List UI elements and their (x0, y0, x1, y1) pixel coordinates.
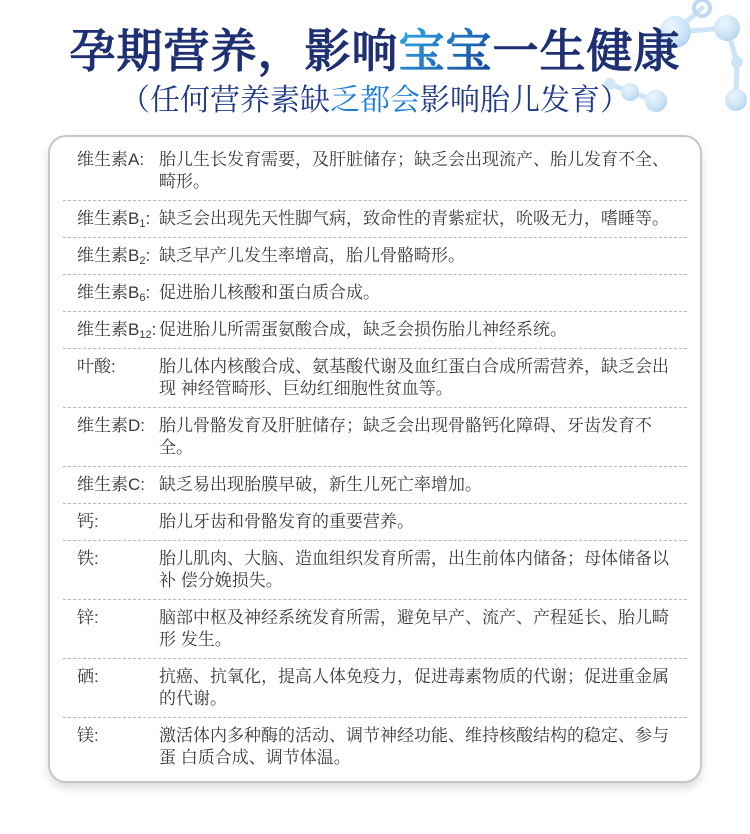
page-title (0, 0, 750, 77)
nutrient-label (63, 666, 159, 688)
nutrient-description: 缺乏早产儿发生率增高，胎儿骨骼畸形。 (159, 245, 465, 265)
nutrient-name: 维生素B (77, 245, 140, 265)
nutrient-name: 维生素B (77, 319, 140, 339)
header (0, 0, 750, 119)
nutrient-description: 脑部中枢及神经系统发育所需，避免早产、流产、产程延长、胎儿畸形 发生。 (159, 607, 669, 649)
nutrient-description: 胎儿体内核酸合成、氨基酸代谢及血红蛋白合成所需营养，缺乏会出现 神经管畸形、巨幼红细胞性贫血等。 (159, 356, 669, 398)
nutrition-table (48, 135, 702, 783)
nutrient-description: 胎儿生长发育需要，及肝脏储存；缺乏会出现流产、胎儿发育不全、畸形。 (159, 149, 669, 191)
table-row (63, 238, 687, 275)
nutrient-name: 镁 (77, 725, 94, 745)
table-row (63, 541, 687, 600)
nutrient-label (63, 511, 159, 533)
table-row (63, 142, 687, 201)
nutrient-name: 维生素D (77, 415, 141, 435)
nutrient-colon: : (111, 356, 116, 376)
nutrient-colon: : (145, 208, 151, 228)
nutrient-name: 钙 (77, 511, 94, 531)
nutrient-subscript: 6 (139, 291, 146, 304)
nutrient-label (63, 245, 159, 267)
nutrient-colon: : (94, 607, 99, 627)
nutrient-label (63, 548, 159, 570)
nutrient-label (63, 282, 159, 304)
nutrient-colon: : (145, 282, 151, 302)
table-row (63, 467, 687, 504)
nutrient-colon: : (151, 319, 157, 339)
nutrient-label (63, 415, 159, 437)
page-title-highlight: 宝宝 (398, 25, 493, 77)
nutrient-colon: : (94, 511, 99, 531)
nutrient-name: 硒 (77, 666, 94, 686)
page-subtitle (0, 83, 750, 119)
nutrient-colon: : (139, 149, 145, 169)
nutrient-label (63, 319, 159, 341)
nutrient-description: 促进胎儿核酸和蛋白质合成。 (159, 282, 380, 302)
page-title-pre: 孕期营养，影响 (69, 25, 399, 77)
table-row (63, 600, 687, 659)
nutrient-colon: : (145, 245, 151, 265)
page-subtitle-post: 影响胎儿发育） (420, 83, 630, 117)
table-row (63, 349, 687, 408)
table-row (63, 312, 687, 349)
nutrient-label (63, 149, 159, 171)
nutrient-name: 维生素C (77, 474, 141, 494)
nutrient-name: 维生素A (77, 149, 140, 169)
nutrient-description: 胎儿肌肉、大脑、造血组织发育所需，出生前体内储备；母体储备以补 偿分娩损失。 (159, 548, 669, 590)
nutrient-colon: : (94, 666, 99, 686)
nutrient-description: 缺乏易出现胎膜早破，新生儿死亡率增加。 (159, 474, 482, 494)
nutrient-label (63, 208, 159, 230)
nutrient-colon: : (94, 725, 99, 745)
nutrient-name: 维生素B (77, 208, 140, 228)
page-subtitle-highlight: 乏都会 (330, 83, 420, 117)
nutrient-description: 激活体内多种酶的活动、调节神经功能、维持核酸结构的稳定、参与蛋 白质合成、调节体温。 (159, 725, 669, 767)
table-row (63, 718, 687, 776)
table-row (63, 504, 687, 541)
nutrient-subscript: 2 (139, 254, 146, 267)
nutrient-name: 锌 (77, 607, 94, 627)
nutrient-label (63, 474, 159, 496)
table-row (63, 659, 687, 718)
nutrient-label (63, 725, 159, 747)
nutrient-colon: : (140, 474, 146, 494)
nutrient-name: 叶酸 (77, 356, 111, 376)
nutrient-description: 抗癌、抗氧化，提高人体免疫力，促进毒素物质的代谢；促进重金属的代谢。 (159, 666, 669, 708)
nutrient-name: 铁 (77, 548, 94, 568)
nutrient-description: 促进胎儿所需蛋氨酸合成，缺乏会损伤胎儿神经系统。 (159, 319, 567, 339)
nutrient-name: 维生素B (77, 282, 140, 302)
nutrient-label (63, 356, 159, 378)
table-row (63, 201, 687, 238)
nutrient-subscript: 1 (139, 217, 146, 230)
nutrient-description: 胎儿骨骼发育及肝脏储存；缺乏会出现骨骼钙化障碍、牙齿发育不全。 (159, 415, 652, 457)
page-title-post: 一生健康 (492, 25, 681, 77)
nutrient-description: 胎儿牙齿和骨骼发育的重要营养。 (159, 511, 414, 531)
table-row (63, 408, 687, 467)
nutrient-colon: : (94, 548, 99, 568)
table-row (63, 275, 687, 312)
page-subtitle-pre: （任何营养素缺 (120, 83, 330, 117)
nutrient-subscript: 12 (139, 328, 152, 341)
nutrient-description: 缺乏会出现先天性脚气病，致命性的青紫症状，吮吸无力，嗜睡等。 (159, 208, 669, 228)
nutrient-colon: : (140, 415, 146, 435)
nutrient-label (63, 607, 159, 629)
